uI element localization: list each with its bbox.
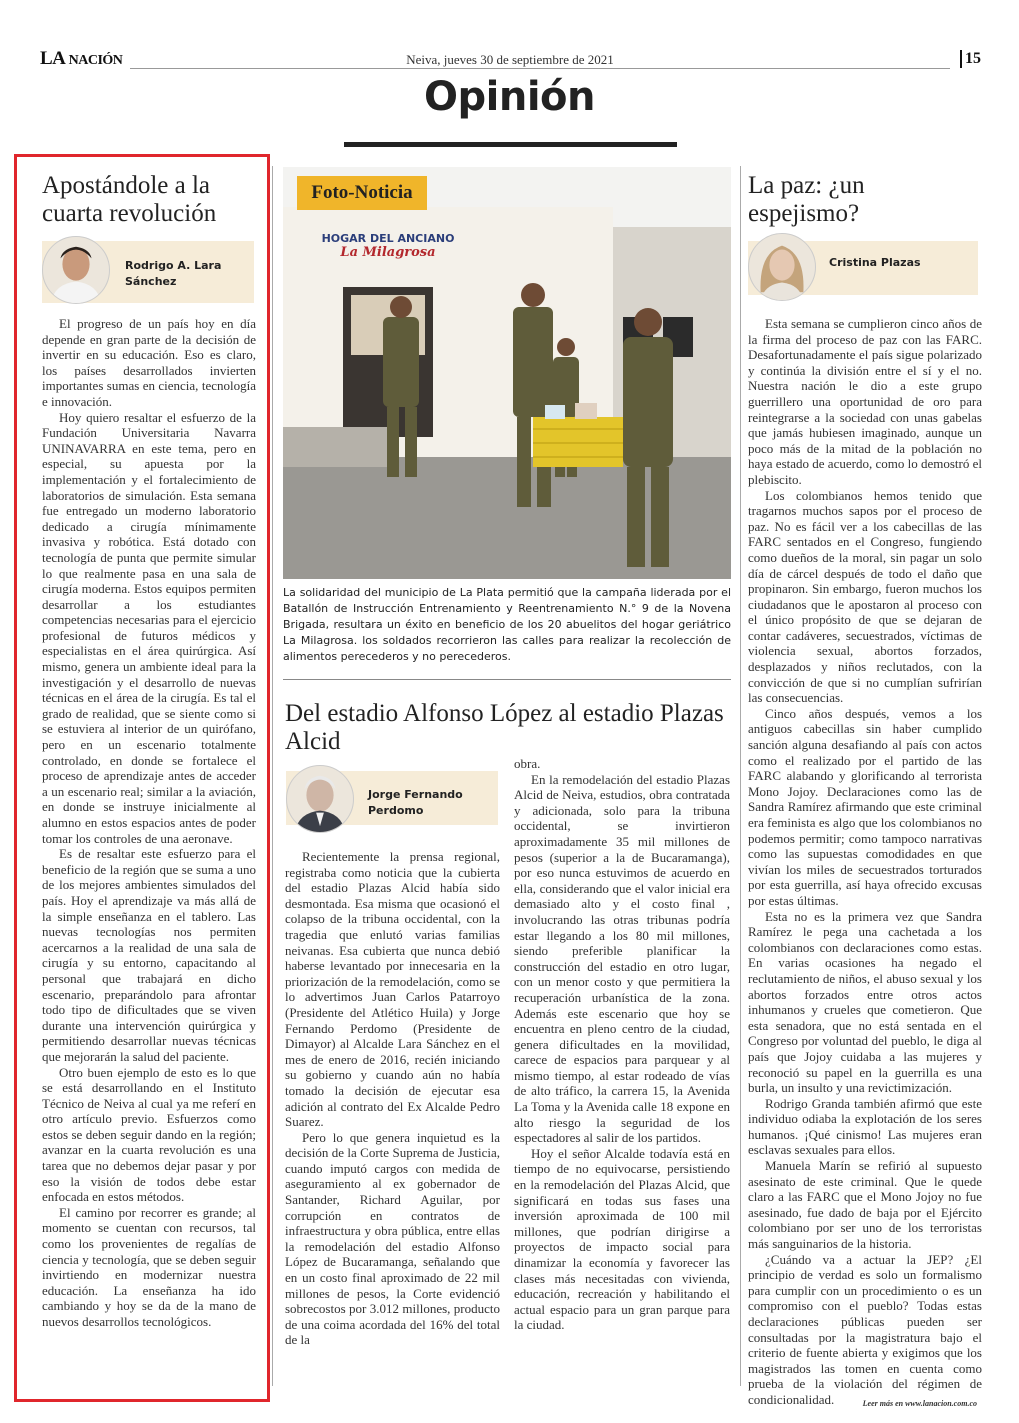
building-sign-line2: La Milagrosa (340, 245, 436, 260)
newspaper-logo (40, 48, 122, 70)
section-rule (344, 142, 677, 147)
paragraph: En la remodelación del estadio Plazas Alcid de Neiva, estudios, obra contratada y adicionada, solo para la tribuna occidental, se invirtieron aproximadamente 35 mil millones de pesos (superior a la de Bucaramanga), por eso nunca estuvimos de acuerdo en ella, considerando que el valor inicial era demasiado alto y el costo final , involucrando las otras tribunas podría estar llegando a los 80 mil millones, siendo preferible planificar la construcción del estadio en otro lugar, con un menor costo y que permitiera la recuperación urbanística de la zona. Además este escenario que hoy se encuentra en pleno centro de la ciudad, genera dificultades en la movilidad, carece de espacios para parquear y al mismo tiempo, al estar rodeado de vías de alto tráfico, la carrera 15, la Avenida La Toma y la Avenida calle 18 expone en alto riesgo la seguridad de los espectadores al salir de los partidos. (514, 771, 730, 1146)
logo-big: LA (40, 48, 65, 69)
paragraph: Hoy el señor Alcalde todavía está en tiempo de no equivocarse, persistiendo en la remodelación del Plazas Alcid, que significará en todas sus fases una inversión aproximada de 100 mil millones, que podrían dirigirse a proyectos de impacto social para dinamizar la economía y favorecer las clases más necesitadas con vivienda, educación, recreación y habilitando el actual espacio para un gran parque para la ciudad. (514, 1145, 730, 1333)
right-author-name: Cristina Plazas (829, 256, 921, 269)
building-sign-line1: HOGAR DEL ANCIANO (321, 232, 455, 245)
paragraph: Cinco años después, vemos a los antiguos cabecillas sin haber cumplido sanción alguna desafiando al país con actos como el realizado por el partido de las FARC alabando y glorificando al terrorista Mono Jojoy. Declaraciones como las de Sandra Ramírez afirmando que este criminal era feminista es algo que los colombianos no podemos permitir; como tampoco narrativas como las supuestas comodidades en que vivían los miles de secuestrados torturados por esta guerrilla, así haya ofrecido excusas por estas últimas. (748, 705, 982, 908)
column-separator (272, 166, 273, 1386)
logo-small: NACIÓN (68, 53, 123, 68)
right-article-headline: La paz: ¿un espejismo? (748, 172, 865, 227)
center-author-name: Jorge Fernando Perdomo (368, 788, 463, 817)
read-more-link[interactable]: Leer más en www.lanacion.com.co (862, 1399, 977, 1408)
paragraph: Esta no es la primera vez que Sandra Ramírez le pega una cachetada a los colombianos con declaraciones como estas. En varias ocasiones ha negado el reclutamiento de niños, el abuso sexual y los abortos forzados entre otros actos inhumanos y crueles que cometieron. Que esta senadora, que no está sentada en el Congreso por voluntad del pueblo, le diga al país que Jojoy cuidaba a las mujeres y reconoció su papel en la guerrilla es una burla, un insulto y una revictimización. (748, 908, 982, 1096)
building-sign (318, 232, 458, 260)
left-article-headline: Apostándole a la cuarta revolución (42, 172, 217, 227)
foto-noticia-badge: Foto-Noticia (297, 176, 427, 210)
paragraph: Pero lo que genera inquietud es la decisión de la Corte Suprema de Justicia, cuando imputó cargos con medida de aseguramiento al ex gobernador de Santander, Richard Aguilar, por corrupción en contratos de infraestructura y obra pública, entre ellas la remodelación del estadio Alfonso López de Bucaramanga, señalando que en un costo final aproximado de 22 mil millones de pesos, la Corte evidenció sobrecostos por 3.012 millones, producto de una coima acordada del 16% del total de la (285, 1129, 500, 1348)
paragraph-continuation: obra. (514, 756, 541, 771)
issue-date: Neiva, jueves 30 de septiembre de 2021 (406, 52, 614, 67)
paragraph: Los colombianos hemos tenido que tragarnos muchos sapos por el proceso de paz. No es fácil ver a los cabecillas de las FARC sentados en el Congreso, fungiendo como dueños de la moral, sin pagar un solo día de cárcel después de todo el daño que propinaron. Sin embargo, fueron muchos los ciudadanos que le apostaron al proceso con el único propósito de que se dejaran de contar cadáveres, secuestrados, víctimas de violencia sexual, abortos forzados, desplazados y niños reclutados, con la convicción de que si no cumplían sufrirían las consecuencias. (748, 487, 982, 706)
paragraph: Rodrigo Granda también afirmó que este individuo odiaba la explotación de los seres humanos. ¡Qué cinismo! Las mujeres eran esclavas sexuales para ellos. (748, 1095, 982, 1158)
paragraph: Otro buen ejemplo de esto es lo que se está desarrollando en el Instituto Técnico de Neiva al cual ya me referí en otro artículo previo. Esfuerzos como estos se deben seguir dando en la región; avanzar en la cuarta revolución es una tarea que no debemos dejar pasar y por eso la visión de todos debe estar enfocada en estos métodos. (42, 1064, 256, 1205)
column-separator (740, 166, 741, 1386)
section-divider (283, 679, 731, 680)
paragraph: El camino por recorrer es grande; al momento se cuentan con recursos, tal como los provenientes de regalías de ciencia y tecnología, que se deben seguir invirtiendo en modernizar nuestra educación. La enseñanza ha ido cambiando y hoy se da de la mano de nuevos desarrollos tecnológicos. (42, 1204, 256, 1329)
paragraph: ¿Cuándo va a actuar la JEP? ¿El principio de verdad es solo un formalismo para cumplir con un procedimiento o es un compromiso con el pueblo? Todas estas declaraciones públicas pueden ser consultadas por la magistratura bajo el criterio de fuente abierta y exigimos que los magistrados las tomen en cuenta como prueba de la violación del régimen de condicionalidad. (748, 1251, 982, 1407)
paragraph: Hoy quiero resaltar el esfuerzo de la Fundación Universitaria Navarra UNINAVARRA en este tema, pero en especial, su apuesta por la implementación y el fortalecimiento de laboratorios de simulación. Esta semana fue entregado un moderno laboratorio dedicado a cirugía mínimamente invasiva y robótica. Está dotado con tecnología de punta que permite simular lo que realmente pasa en una sala de cirugía moderna. Estos equipos permiten desarrollar a los estudiantes competencias necesarias para el ejercicio profesional de futuros médicos y especialistas en el área quirúrgica. Así mismo, genera un ambiente ideal para la investigación y el desarrollo de nuevas técnicas en el área de la cirugía. Es tal el grado de realidad, que se siente como si se estuviera al interior de un quirófano, pero en un escenario totalmente controlado, en donde se fortalece el proceso de aprendizaje antes de acceder a un escenario real; similar a la aviación, en donde se instruye inicialmente al alumno en estos espacios antes de poder tomar los controles de una aeronave. (42, 409, 256, 846)
author-photo (286, 765, 354, 833)
page-number: 15 (960, 50, 981, 68)
author-photo (748, 233, 816, 301)
author-photo (42, 236, 110, 304)
center-article-col2 (514, 756, 730, 1333)
paragraph: Esta semana se cumplieron cinco años de la firma del proceso de paz con las FARC. Desafortunadamente el país sigue polarizado y continúa la división entre el sí y el no. Nuestra nación le dio a este grupo guerrillero una oportunidad de oro para reintegrarse a la sociedad con unas gabelas que jamás hubiesen imaginado, aunque un poco más de la mitad de la población no haya estado de acuerdo, como lo demostró el plebiscito. (748, 316, 982, 487)
left-article-body (42, 316, 256, 1330)
paragraph: El progreso de un país hoy en día depende en gran parte de la decisión de invertir en su educación. Eso es claro, los países desarrollados invierten importantes sumas en ciencia, tecnología e innovación. (42, 316, 256, 409)
left-author-name: Rodrigo A. Lara Sánchez (125, 259, 222, 288)
paragraph: Manuela Marín se refirió al supuesto asesinato de este criminal. Que le quede claro a las FARC que el Mono Jojoy no fue asesinado, fue dado de baja por el Ejército colombiano por ser uno de los terroristas más sanguinarios de la historia. (748, 1158, 982, 1252)
masthead-rule (130, 68, 950, 69)
right-article-body (748, 316, 982, 1408)
paragraph: Recientemente la prensa regional, registraba como noticia que la cubierta del estadio Plazas Alcid había sido desmontada. Esa misma que ocasionó el colapso de la tribuna occidental, con la tragedia que enlutó varias familias neivanas. Esa cubierta que nunca debió haberse levantado por innecesaria en la priorización de la remodelación, como se lo advertimos Juan Carlos Patarroyo (Presidente del Atlético Huila) y Jorge Fernando Perdomo (Presidente de Dimayor) al Alcalde Lara Sánchez en el mes de enero de 2016, recién iniciando su gobierno y cuando aún no había tomado la decisión de ejecutar esa adición al contrato del Ex Alcalde Pedro Suarez. (285, 849, 500, 1130)
center-article-headline: Del estadio Alfonso López al estadio Plazas Alcid (285, 700, 724, 755)
section-title: Opinión (424, 74, 595, 120)
center-article-col1 (285, 849, 500, 1348)
paragraph: Es de resaltar este esfuerzo para el beneficio de la región que se suma a uno de los mejores ambientes simulados del país. Hoy el aprendizaje va más allá de la simple enseñanza en el tablero. Las nuevas tecnologías nos permiten acercarnos a la realidad de una sala de cirugía y su entorno, capacitando al personal que trabajará en dicho escenario, preparándolo para afrontar todo tipo de dificultades que se viven durante una intervención quirúrgica y permitiendo desarrollar nuevas técnicas que mejorarán la salud del paciente. (42, 846, 256, 1064)
photo-caption: La solidaridad del municipio de La Plata permitió que la campaña liderada por el Batallón de Instrucción Entrenamiento y Reentrenamiento N.° 9 de la Novena Brigada, resultara un éxito en beneficio de los 20 abuelitos del hogar geriátrico La Milagrosa. los soldados recorrieron las calles para realizar la recolección de alimentos perecederos y no perecederos. (283, 586, 731, 663)
news-photo (283, 167, 731, 579)
